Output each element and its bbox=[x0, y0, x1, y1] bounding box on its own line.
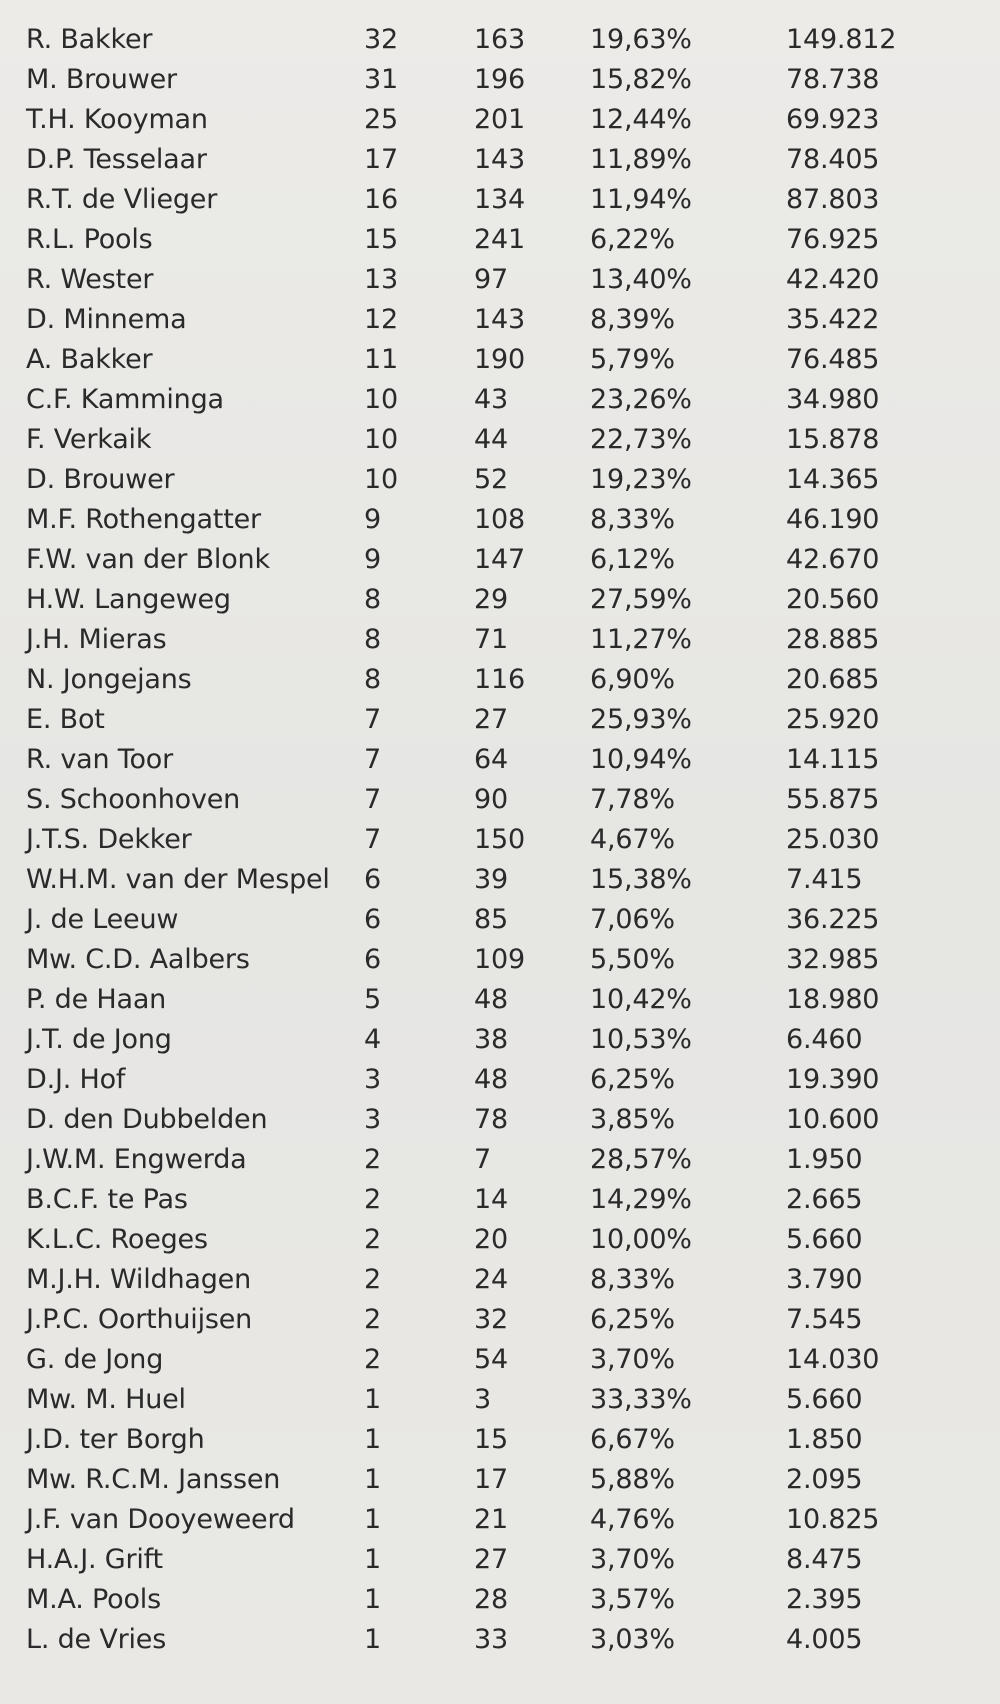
table-row bbox=[0, 1420, 1000, 1460]
wins-count: 8 bbox=[364, 584, 381, 615]
win-percentage: 23,26% bbox=[590, 384, 692, 415]
player-name: Mw. M. Huel bbox=[26, 1384, 186, 1415]
table-row bbox=[0, 1140, 1000, 1180]
wins-count: 1 bbox=[364, 1384, 381, 1415]
table-row bbox=[0, 1620, 1000, 1660]
table-row bbox=[0, 1100, 1000, 1140]
table-row bbox=[0, 980, 1000, 1020]
wins-count: 15 bbox=[364, 224, 398, 255]
wins-count: 9 bbox=[364, 504, 381, 535]
total-count: 17 bbox=[474, 1464, 508, 1495]
wins-count: 4 bbox=[364, 1024, 381, 1055]
win-percentage: 25,93% bbox=[590, 704, 692, 735]
prize-amount: 8.475 bbox=[786, 1544, 863, 1575]
total-count: 39 bbox=[474, 864, 508, 895]
total-count: 24 bbox=[474, 1264, 508, 1295]
total-count: 44 bbox=[474, 424, 508, 455]
win-percentage: 15,38% bbox=[590, 864, 692, 895]
prize-amount: 32.985 bbox=[786, 944, 880, 975]
player-name: R. van Toor bbox=[26, 744, 174, 775]
table-row bbox=[0, 1340, 1000, 1380]
player-name: R. Wester bbox=[26, 264, 154, 295]
win-percentage: 3,85% bbox=[590, 1104, 675, 1135]
table-row bbox=[0, 100, 1000, 140]
player-name: G. de Jong bbox=[26, 1344, 164, 1375]
prize-amount: 2.665 bbox=[786, 1184, 863, 1215]
prize-amount: 42.670 bbox=[786, 544, 880, 575]
player-name: S. Schoonhoven bbox=[26, 784, 241, 815]
prize-amount: 2.395 bbox=[786, 1584, 863, 1615]
win-percentage: 33,33% bbox=[590, 1384, 692, 1415]
wins-count: 2 bbox=[364, 1144, 381, 1175]
prize-amount: 10.600 bbox=[786, 1104, 880, 1135]
wins-count: 10 bbox=[364, 384, 398, 415]
player-name: M.F. Rothengatter bbox=[26, 504, 261, 535]
win-percentage: 10,53% bbox=[590, 1024, 692, 1055]
wins-count: 32 bbox=[364, 24, 398, 55]
wins-count: 9 bbox=[364, 544, 381, 575]
player-name: C.F. Kamminga bbox=[26, 384, 224, 415]
total-count: 71 bbox=[474, 624, 508, 655]
prize-amount: 1.950 bbox=[786, 1144, 863, 1175]
table-row bbox=[0, 380, 1000, 420]
wins-count: 13 bbox=[364, 264, 398, 295]
table-row bbox=[0, 1580, 1000, 1620]
player-name: M.A. Pools bbox=[26, 1584, 161, 1615]
total-count: 20 bbox=[474, 1224, 508, 1255]
table-row bbox=[0, 1260, 1000, 1300]
player-name: R. Bakker bbox=[26, 24, 153, 55]
prize-amount: 18.980 bbox=[786, 984, 880, 1015]
win-percentage: 3,70% bbox=[590, 1544, 675, 1575]
player-name: T.H. Kooyman bbox=[26, 104, 208, 135]
table-row bbox=[0, 1220, 1000, 1260]
table-row bbox=[0, 300, 1000, 340]
total-count: 134 bbox=[474, 184, 525, 215]
wins-count: 7 bbox=[364, 744, 381, 775]
total-count: 43 bbox=[474, 384, 508, 415]
player-name: L. de Vries bbox=[26, 1624, 167, 1655]
prize-amount: 14.030 bbox=[786, 1344, 880, 1375]
table-row bbox=[0, 1380, 1000, 1420]
player-name: D.P. Tesselaar bbox=[26, 144, 207, 175]
wins-count: 6 bbox=[364, 904, 381, 935]
win-percentage: 5,88% bbox=[590, 1464, 675, 1495]
table-row bbox=[0, 620, 1000, 660]
player-name: A. Bakker bbox=[26, 344, 153, 375]
total-count: 78 bbox=[474, 1104, 508, 1135]
player-name: J.T.S. Dekker bbox=[26, 824, 192, 855]
prize-amount: 76.485 bbox=[786, 344, 880, 375]
prize-amount: 14.115 bbox=[786, 744, 880, 775]
total-count: 38 bbox=[474, 1024, 508, 1055]
win-percentage: 6,12% bbox=[590, 544, 675, 575]
wins-count: 6 bbox=[364, 944, 381, 975]
win-percentage: 3,03% bbox=[590, 1624, 675, 1655]
total-count: 85 bbox=[474, 904, 508, 935]
prize-amount: 19.390 bbox=[786, 1064, 880, 1095]
prize-amount: 5.660 bbox=[786, 1384, 863, 1415]
wins-count: 1 bbox=[364, 1544, 381, 1575]
total-count: 64 bbox=[474, 744, 508, 775]
win-percentage: 10,42% bbox=[590, 984, 692, 1015]
prize-amount: 28.885 bbox=[786, 624, 880, 655]
prize-amount: 6.460 bbox=[786, 1024, 863, 1055]
player-name: J.T. de Jong bbox=[26, 1024, 172, 1055]
total-count: 28 bbox=[474, 1584, 508, 1615]
total-count: 190 bbox=[474, 344, 525, 375]
player-name: F.W. van der Blonk bbox=[26, 544, 270, 575]
win-percentage: 4,76% bbox=[590, 1504, 675, 1535]
wins-count: 1 bbox=[364, 1504, 381, 1535]
prize-amount: 20.685 bbox=[786, 664, 880, 695]
table-row bbox=[0, 1540, 1000, 1580]
prize-amount: 25.030 bbox=[786, 824, 880, 855]
player-name: Mw. R.C.M. Janssen bbox=[26, 1464, 281, 1495]
win-percentage: 28,57% bbox=[590, 1144, 692, 1175]
win-percentage: 6,22% bbox=[590, 224, 675, 255]
total-count: 7 bbox=[474, 1144, 491, 1175]
wins-count: 12 bbox=[364, 304, 398, 335]
player-name: H.A.J. Grift bbox=[26, 1544, 163, 1575]
total-count: 33 bbox=[474, 1624, 508, 1655]
win-percentage: 6,25% bbox=[590, 1064, 675, 1095]
prize-amount: 149.812 bbox=[786, 24, 897, 55]
wins-count: 7 bbox=[364, 784, 381, 815]
prize-amount: 36.225 bbox=[786, 904, 880, 935]
wins-count: 25 bbox=[364, 104, 398, 135]
prize-amount: 1.850 bbox=[786, 1424, 863, 1455]
wins-count: 2 bbox=[364, 1184, 381, 1215]
table-row bbox=[0, 900, 1000, 940]
win-percentage: 5,50% bbox=[590, 944, 675, 975]
wins-count: 1 bbox=[364, 1464, 381, 1495]
win-percentage: 6,67% bbox=[590, 1424, 675, 1455]
table-row bbox=[0, 1180, 1000, 1220]
player-name: H.W. Langeweg bbox=[26, 584, 231, 615]
wins-count: 16 bbox=[364, 184, 398, 215]
win-percentage: 6,25% bbox=[590, 1304, 675, 1335]
total-count: 163 bbox=[474, 24, 525, 55]
total-count: 97 bbox=[474, 264, 508, 295]
player-name: J.W.M. Engwerda bbox=[26, 1144, 247, 1175]
win-percentage: 8,33% bbox=[590, 1264, 675, 1295]
table-row bbox=[0, 740, 1000, 780]
win-percentage: 22,73% bbox=[590, 424, 692, 455]
table-row bbox=[0, 340, 1000, 380]
win-percentage: 7,06% bbox=[590, 904, 675, 935]
total-count: 21 bbox=[474, 1504, 508, 1535]
player-name: R.L. Pools bbox=[26, 224, 153, 255]
player-name: R.T. de Vlieger bbox=[26, 184, 218, 215]
table-row bbox=[0, 460, 1000, 500]
prize-amount: 5.660 bbox=[786, 1224, 863, 1255]
player-name: D.J. Hof bbox=[26, 1064, 126, 1095]
wins-count: 7 bbox=[364, 824, 381, 855]
table-row bbox=[0, 1500, 1000, 1540]
player-name: D. Minnema bbox=[26, 304, 187, 335]
player-name: W.H.M. van der Mespel bbox=[26, 864, 330, 895]
win-percentage: 14,29% bbox=[590, 1184, 692, 1215]
prize-amount: 69.923 bbox=[786, 104, 880, 135]
total-count: 27 bbox=[474, 1544, 508, 1575]
table-row bbox=[0, 860, 1000, 900]
prize-amount: 78.738 bbox=[786, 64, 880, 95]
table-row bbox=[0, 1020, 1000, 1060]
wins-count: 2 bbox=[364, 1264, 381, 1295]
table-row bbox=[0, 700, 1000, 740]
wins-count: 3 bbox=[364, 1104, 381, 1135]
total-count: 196 bbox=[474, 64, 525, 95]
prize-amount: 34.980 bbox=[786, 384, 880, 415]
win-percentage: 5,79% bbox=[590, 344, 675, 375]
total-count: 241 bbox=[474, 224, 525, 255]
table-row bbox=[0, 180, 1000, 220]
player-name: B.C.F. te Pas bbox=[26, 1184, 188, 1215]
wins-count: 1 bbox=[364, 1624, 381, 1655]
prize-amount: 78.405 bbox=[786, 144, 880, 175]
table-row bbox=[0, 660, 1000, 700]
total-count: 14 bbox=[474, 1184, 508, 1215]
total-count: 15 bbox=[474, 1424, 508, 1455]
total-count: 27 bbox=[474, 704, 508, 735]
wins-count: 3 bbox=[364, 1064, 381, 1095]
table-row bbox=[0, 260, 1000, 300]
wins-count: 11 bbox=[364, 344, 398, 375]
player-name: J.H. Mieras bbox=[26, 624, 167, 655]
prize-amount: 76.925 bbox=[786, 224, 880, 255]
total-count: 48 bbox=[474, 1064, 508, 1095]
prize-amount: 7.415 bbox=[786, 864, 863, 895]
win-percentage: 3,70% bbox=[590, 1344, 675, 1375]
win-percentage: 15,82% bbox=[590, 64, 692, 95]
win-percentage: 12,44% bbox=[590, 104, 692, 135]
prize-amount: 4.005 bbox=[786, 1624, 863, 1655]
win-percentage: 19,63% bbox=[590, 24, 692, 55]
table-row bbox=[0, 1300, 1000, 1340]
prize-amount: 55.875 bbox=[786, 784, 880, 815]
win-percentage: 19,23% bbox=[590, 464, 692, 495]
total-count: 29 bbox=[474, 584, 508, 615]
wins-count: 7 bbox=[364, 704, 381, 735]
prize-amount: 35.422 bbox=[786, 304, 880, 335]
win-percentage: 11,94% bbox=[590, 184, 692, 215]
total-count: 3 bbox=[474, 1384, 491, 1415]
player-name: D. den Dubbelden bbox=[26, 1104, 268, 1135]
win-percentage: 7,78% bbox=[590, 784, 675, 815]
win-percentage: 13,40% bbox=[590, 264, 692, 295]
table-row bbox=[0, 500, 1000, 540]
win-percentage: 11,27% bbox=[590, 624, 692, 655]
total-count: 108 bbox=[474, 504, 525, 535]
total-count: 201 bbox=[474, 104, 525, 135]
table-row bbox=[0, 940, 1000, 980]
win-percentage: 8,39% bbox=[590, 304, 675, 335]
wins-count: 8 bbox=[364, 664, 381, 695]
win-percentage: 4,67% bbox=[590, 824, 675, 855]
prize-amount: 15.878 bbox=[786, 424, 880, 455]
player-name: D. Brouwer bbox=[26, 464, 175, 495]
total-count: 150 bbox=[474, 824, 525, 855]
wins-count: 2 bbox=[364, 1224, 381, 1255]
wins-count: 2 bbox=[364, 1304, 381, 1335]
player-name: J. de Leeuw bbox=[26, 904, 179, 935]
player-name: P. de Haan bbox=[26, 984, 167, 1015]
total-count: 143 bbox=[474, 304, 525, 335]
table-row bbox=[0, 20, 1000, 60]
wins-count: 2 bbox=[364, 1344, 381, 1375]
player-name: M. Brouwer bbox=[26, 64, 177, 95]
win-percentage: 10,94% bbox=[590, 744, 692, 775]
total-count: 52 bbox=[474, 464, 508, 495]
player-name: F. Verkaik bbox=[26, 424, 152, 455]
wins-count: 8 bbox=[364, 624, 381, 655]
table-row bbox=[0, 540, 1000, 580]
prize-amount: 2.095 bbox=[786, 1464, 863, 1495]
prize-amount: 20.560 bbox=[786, 584, 880, 615]
player-name: M.J.H. Wildhagen bbox=[26, 1264, 251, 1295]
win-percentage: 3,57% bbox=[590, 1584, 675, 1615]
player-name: N. Jongejans bbox=[26, 664, 192, 695]
prize-amount: 25.920 bbox=[786, 704, 880, 735]
prize-amount: 46.190 bbox=[786, 504, 880, 535]
win-percentage: 10,00% bbox=[590, 1224, 692, 1255]
prize-amount: 14.365 bbox=[786, 464, 880, 495]
wins-count: 5 bbox=[364, 984, 381, 1015]
prize-amount: 10.825 bbox=[786, 1504, 880, 1535]
table-row bbox=[0, 820, 1000, 860]
win-percentage: 11,89% bbox=[590, 144, 692, 175]
win-percentage: 6,90% bbox=[590, 664, 675, 695]
wins-count: 17 bbox=[364, 144, 398, 175]
table-row bbox=[0, 580, 1000, 620]
table-row bbox=[0, 780, 1000, 820]
prize-amount: 87.803 bbox=[786, 184, 880, 215]
player-name: E. Bot bbox=[26, 704, 105, 735]
wins-count: 10 bbox=[364, 424, 398, 455]
prize-amount: 7.545 bbox=[786, 1304, 863, 1335]
total-count: 48 bbox=[474, 984, 508, 1015]
total-count: 143 bbox=[474, 144, 525, 175]
wins-count: 10 bbox=[364, 464, 398, 495]
player-name: Mw. C.D. Aalbers bbox=[26, 944, 250, 975]
table-row bbox=[0, 140, 1000, 180]
player-name: J.F. van Dooyeweerd bbox=[26, 1504, 295, 1535]
prize-amount: 42.420 bbox=[786, 264, 880, 295]
wins-count: 31 bbox=[364, 64, 398, 95]
total-count: 32 bbox=[474, 1304, 508, 1335]
table-row bbox=[0, 1060, 1000, 1100]
total-count: 90 bbox=[474, 784, 508, 815]
prize-amount: 3.790 bbox=[786, 1264, 863, 1295]
wins-count: 6 bbox=[364, 864, 381, 895]
total-count: 109 bbox=[474, 944, 525, 975]
wins-count: 1 bbox=[364, 1424, 381, 1455]
win-percentage: 27,59% bbox=[590, 584, 692, 615]
total-count: 54 bbox=[474, 1344, 508, 1375]
total-count: 116 bbox=[474, 664, 525, 695]
total-count: 147 bbox=[474, 544, 525, 575]
player-name: J.D. ter Borgh bbox=[26, 1424, 205, 1455]
wins-count: 1 bbox=[364, 1584, 381, 1615]
table-row bbox=[0, 1460, 1000, 1500]
player-name: J.P.C. Oorthuijsen bbox=[26, 1304, 253, 1335]
results-table bbox=[0, 20, 1000, 1660]
table-row bbox=[0, 60, 1000, 100]
table-row bbox=[0, 420, 1000, 460]
win-percentage: 8,33% bbox=[590, 504, 675, 535]
player-name: K.L.C. Roeges bbox=[26, 1224, 208, 1255]
table-row bbox=[0, 220, 1000, 260]
